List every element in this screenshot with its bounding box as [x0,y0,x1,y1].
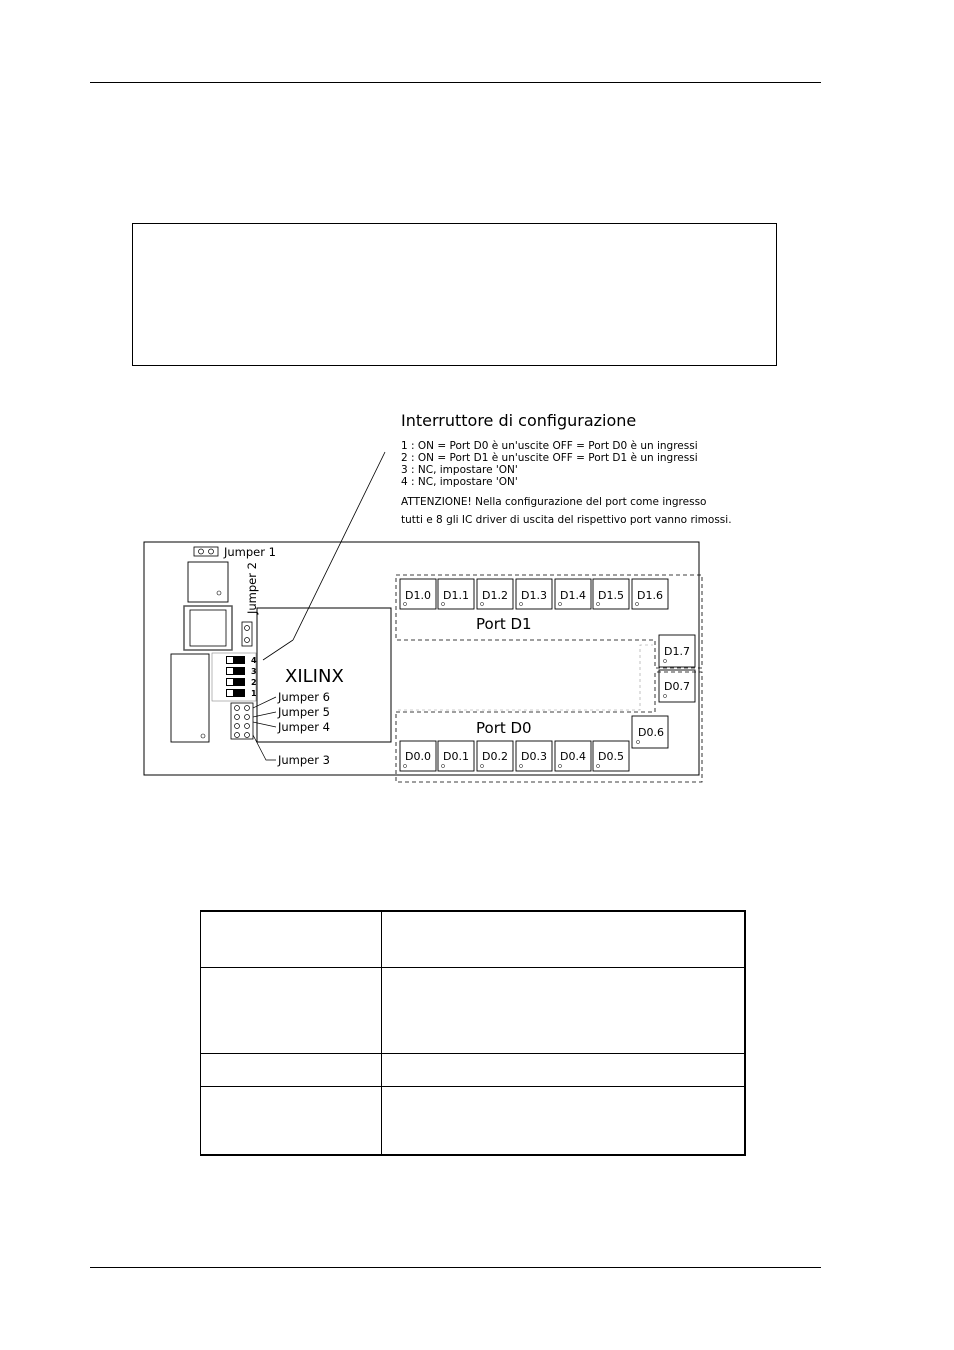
svg-text:D0.6: D0.6 [638,726,664,739]
svg-text:D1.2: D1.2 [482,589,508,602]
svg-text:D1.6: D1.6 [637,589,663,602]
component-upper [188,562,228,602]
svg-text:D0.4: D0.4 [560,750,586,763]
port-d0-label: Port D0 [476,719,532,737]
svg-text:D1.1: D1.1 [443,589,469,602]
table-cell [201,1087,382,1155]
port-d0-chips [400,741,629,771]
footer-rule [90,1267,821,1268]
svg-text:3: 3 [251,667,257,676]
svg-text:D0.0: D0.0 [405,750,431,763]
svg-text:D0.5: D0.5 [598,750,624,763]
port-d1-chips [400,579,668,609]
warning-line-1: ATTENZIONE! Nella configurazione del port come ingresso [401,496,707,508]
config-title: Interruttore di configurazione [401,411,637,430]
jumper-5-label: Jumper 5 [278,705,330,719]
table-cell [201,967,382,1053]
tall-component [171,654,209,742]
jumper-1-block [194,547,218,556]
port-d1-label: Port D1 [476,615,532,633]
svg-text:D0.1: D0.1 [443,750,469,763]
jumper-4-label: Jumper 4 [278,720,330,734]
table-cell [382,967,746,1053]
jumper-3-label: Jumper 3 [278,753,330,767]
table-row [201,967,746,1053]
svg-text:D1.4: D1.4 [560,589,586,602]
table-row [201,1087,746,1155]
warning-line-2: tutti e 8 gli IC driver di uscita del rispettivo port vanno rimossi. [401,514,732,526]
component-lower-outer [184,606,232,650]
svg-text:1: 1 [251,689,257,698]
config-line-3: 3 : NC, impostare 'ON' [401,464,518,476]
table-row [201,911,746,967]
component-lower-inner [190,610,226,646]
table-cell [382,1054,746,1087]
config-line-4: 4 : NC, impostare 'ON' [401,476,518,488]
svg-text:4: 4 [251,656,257,665]
svg-text:D1.0: D1.0 [405,589,431,602]
jumper-2-label: Jumper 2 [245,562,259,614]
svg-text:D1.3: D1.3 [521,589,547,602]
svg-text:D0.2: D0.2 [482,750,508,763]
config-line-1: 1 : ON = Port D0 è un'uscite OFF = Port D0 è un ingressi [401,440,698,452]
jumper-6-label: Jumper 6 [278,690,330,704]
dip-switch [212,653,257,701]
config-leader-line-2 [263,640,293,660]
jumper-header-block [231,703,253,739]
table-cell [382,1087,746,1155]
svg-text:D1.5: D1.5 [598,589,624,602]
jumper-1-label: Jumper 1 [224,545,276,559]
xilinx-label: XILINX [285,666,344,687]
svg-text:2: 2 [251,678,257,687]
table-cell [201,1054,382,1087]
svg-text:D1.7: D1.7 [664,645,690,658]
config-leader-line [293,452,385,640]
svg-text:D0.3: D0.3 [521,750,547,763]
config-line-2: 2 : ON = Port D1 è un'uscite OFF = Port D1 è un ingressi [401,452,698,464]
table-cell [201,911,382,967]
empty-table [200,910,746,1156]
table-cell [382,911,746,967]
table-row [201,1054,746,1087]
svg-text:D0.7: D0.7 [664,680,690,693]
